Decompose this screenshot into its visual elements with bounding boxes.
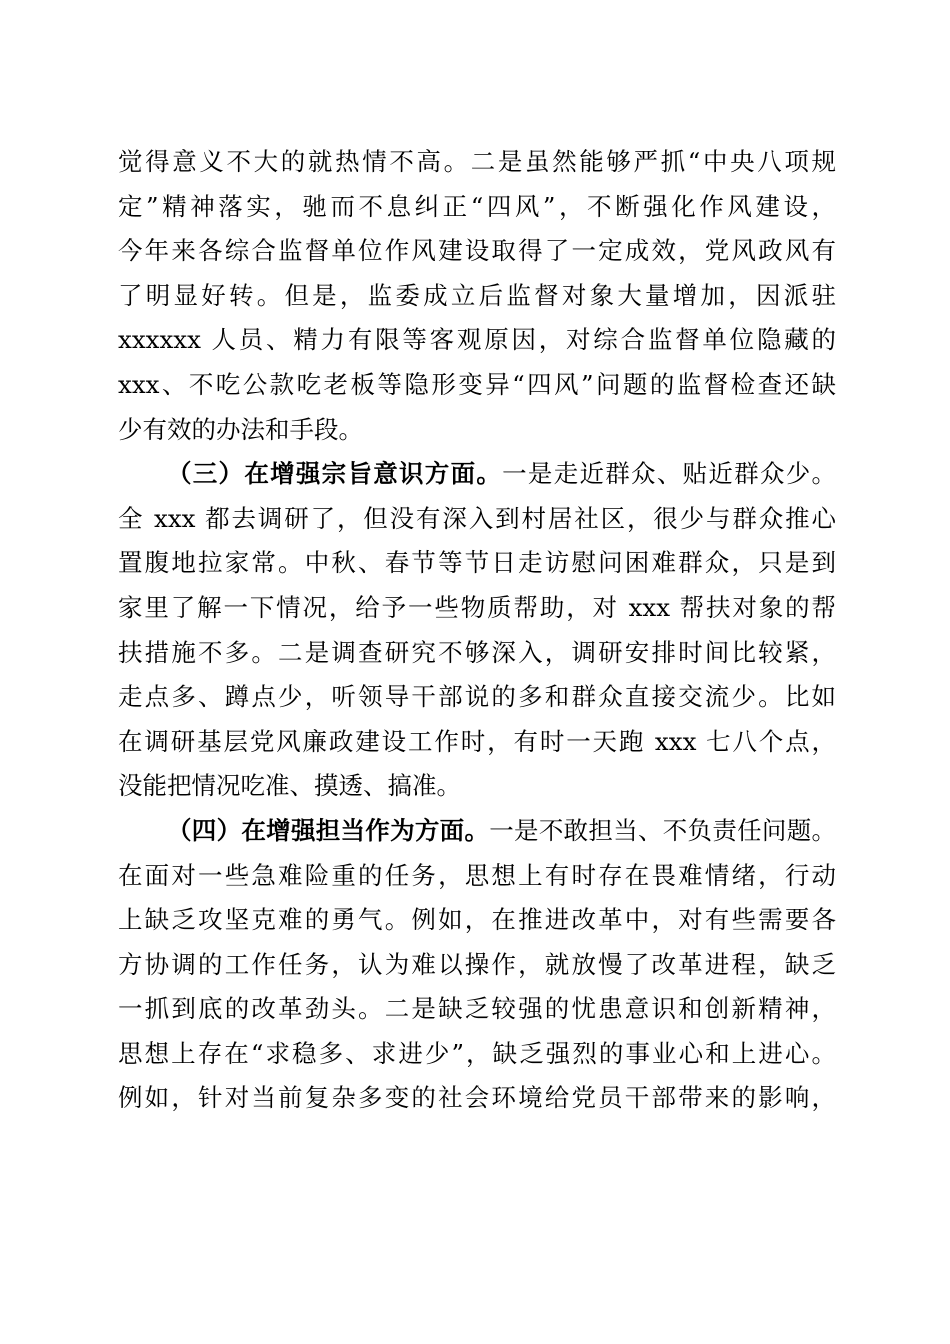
paragraph-line: 例如，针对当前复杂多变的社会环境给党员干部带来的影响， [118, 1083, 836, 1113]
paragraph-line: 今年来各综合监督单位作风建设取得了一定成效，党风政风有 [118, 236, 836, 266]
document-body [118, 140, 836, 1121]
paragraph-line: xxx、不吃公款吃老板等隐形变异“四风”问题的监督检查还缺 [118, 369, 836, 399]
section-3-heading: （三）在增强宗旨意识方面。 [167, 459, 503, 489]
section-3-first-line [118, 452, 836, 497]
paragraph-line: 觉得意义不大的就热情不高。二是虽然能够严抓“中央八项规 [118, 147, 836, 176]
paragraph-line: 少有效的办法和手段。 [118, 414, 363, 444]
paragraph-line: 思想上存在“求稳多、求进少”，缺乏强烈的事业心和上进心。 [118, 1038, 836, 1068]
paragraph-line: 了明显好转。但是，监委成立后监督对象大量增加，因派驻 [118, 280, 836, 310]
paragraph-line: 全 xxx 都去调研了，但没有深入到村居社区，很少与群众推心 [118, 503, 836, 533]
paragraph-line: 定”精神落实，驰而不息纠正“四风”，不断强化作风建设， [118, 191, 836, 221]
section-4-first-line-text: 一是不敢担当、不负责任问题。 [489, 815, 836, 845]
section-4-heading: （四）在增强担当作为方面。 [167, 815, 490, 845]
section-3-first-line-text: 一是走近群众、贴近群众少。 [502, 459, 836, 489]
paragraph-line: 走点多、蹲点少，听领导干部说的多和群众直接交流少。比如 [118, 682, 836, 712]
paragraph-line: 没能把情况吃准、摸透、搞准。 [118, 771, 461, 801]
paragraph-line: 置腹地拉家常。中秋、春节等节日走访慰问困难群众，只是到 [118, 548, 836, 578]
paragraph-line: 在调研基层党风廉政建设工作时，有时一天跑 xxx 七八个点， [118, 726, 836, 756]
paragraph-line: 在面对一些急难险重的任务，思想上有时存在畏难情绪，行动 [118, 860, 836, 890]
paragraph-line: 方协调的工作任务，认为难以操作，就放慢了改革进程，缺乏 [118, 949, 836, 979]
paragraph-line: 扶措施不多。二是调查研究不够深入，调研安排时间比较紧， [118, 637, 836, 667]
paragraph-line: 一抓到底的改革劲头。二是缺乏较强的忧患意识和创新精神， [118, 994, 836, 1024]
paragraph-line: 上缺乏攻坚克难的勇气。例如，在推进改革中，对有些需要各 [118, 905, 836, 935]
section-4-first-line [118, 809, 836, 854]
paragraph-line: xxxxxx 人员、精力有限等客观原因，对综合监督单位隐藏的 [118, 325, 836, 355]
paragraph-line: 家里了解一下情况，给予一些物质帮助，对 xxx 帮扶对象的帮 [118, 592, 836, 622]
